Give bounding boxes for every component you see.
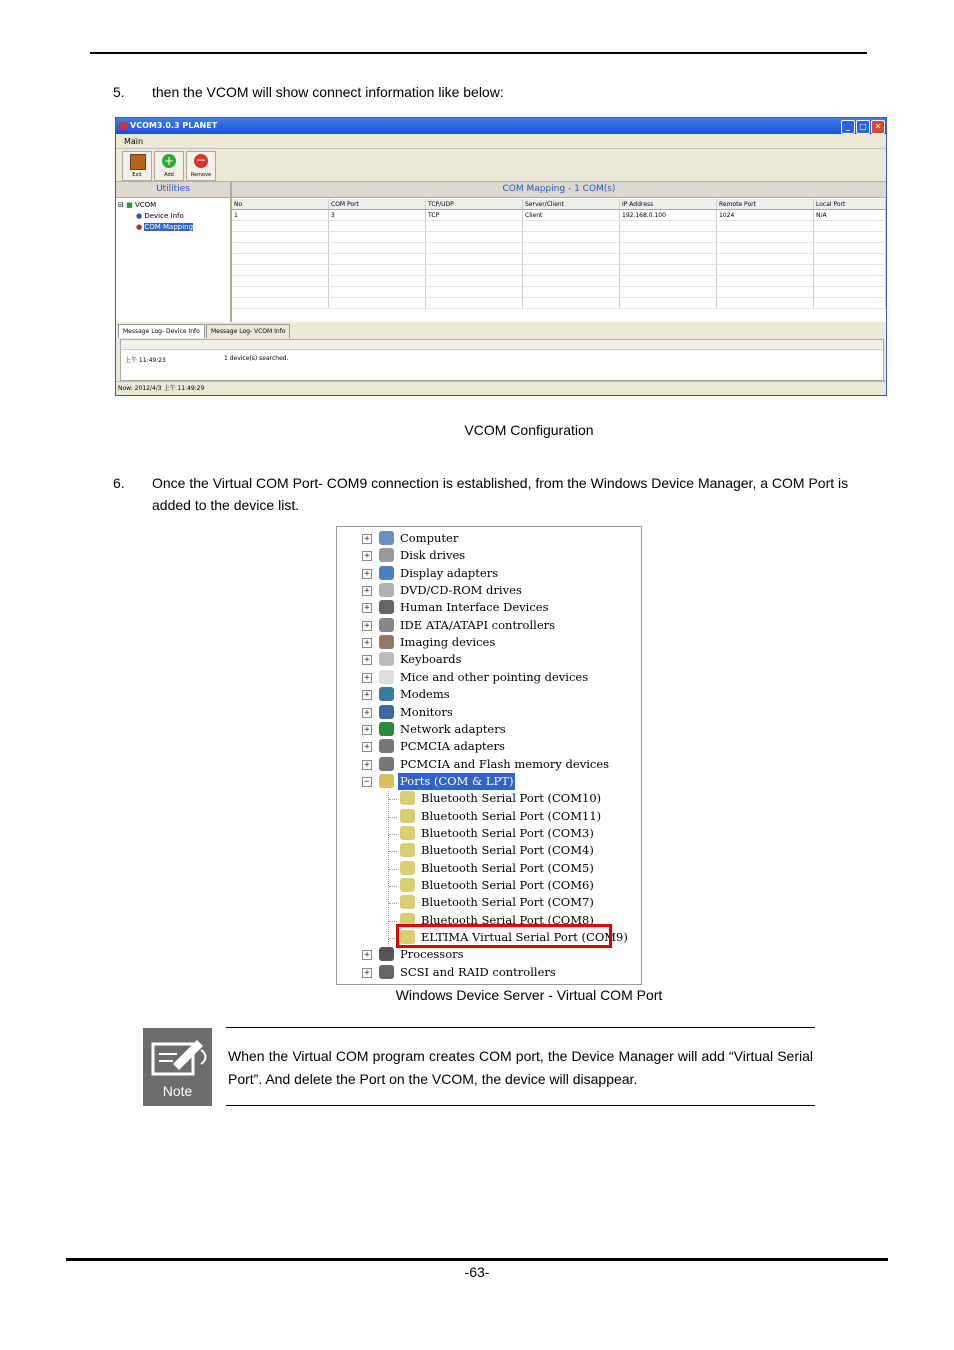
device-manager: [336, 526, 642, 985]
mapping-pane: [232, 182, 886, 322]
vcom-window: [115, 117, 887, 396]
serial-port-icon: [400, 791, 415, 805]
device-category[interactable]: [337, 964, 637, 981]
log-box: [120, 339, 884, 381]
tree-connector: [389, 851, 397, 852]
port-icon: [379, 774, 394, 788]
device-info-label: Device Info: [144, 212, 184, 220]
expand-icon[interactable]: +: [362, 760, 372, 770]
port-item[interactable]: [337, 790, 637, 807]
device-category-icon: [379, 635, 394, 649]
note-text: When the Virtual COM program creates COM port, the Device Manager will add “Virtual Serial Port”. And delete the Port on the VCOM, the device will disappear.: [228, 1048, 813, 1087]
table-row: [232, 254, 886, 265]
col-server-client[interactable]: Server/Client: [523, 199, 620, 210]
cell-remote-port: 1024: [717, 210, 814, 221]
table-row[interactable]: [232, 210, 886, 221]
cell-server-client: Client: [523, 210, 620, 221]
device-category-label: Display adapters: [400, 565, 499, 580]
expand-icon[interactable]: +: [362, 950, 372, 960]
device-category-icon: [379, 618, 394, 632]
device-category-icon: [379, 652, 394, 666]
note-bottom-rule: [226, 1105, 815, 1106]
device-category-label: DVD/CD-ROM drives: [400, 583, 522, 598]
caption-device-manager: Windows Device Server - Virtual COM Port: [395, 987, 663, 1003]
log-header: [121, 340, 883, 350]
table-row: [232, 221, 886, 232]
expand-icon[interactable]: +: [362, 655, 372, 665]
door-icon: [130, 154, 146, 170]
status-text: Now: 2012/4/3 上午 11:49:29: [118, 385, 205, 392]
menubar: [116, 134, 886, 149]
cell-ip-address: 192.168.0.100: [620, 210, 717, 221]
minus-icon: −: [195, 153, 207, 167]
serial-port-icon: [400, 826, 415, 840]
app-icon: [119, 122, 127, 130]
serial-port-icon: [400, 861, 415, 875]
port-item[interactable]: [337, 808, 637, 825]
device-category-icon: [379, 965, 394, 979]
expand-icon[interactable]: +: [362, 690, 372, 700]
vcom-titlebar: [116, 118, 886, 134]
expand-icon[interactable]: +: [362, 569, 372, 579]
log-area: [116, 322, 886, 380]
device-category[interactable]: [337, 946, 637, 963]
device-category-label: Keyboards: [400, 652, 462, 667]
port-item[interactable]: [337, 825, 637, 842]
device-category[interactable]: [337, 599, 637, 616]
device-category[interactable]: [337, 634, 637, 651]
port-item-label: Bluetooth Serial Port (COM8): [421, 912, 594, 927]
remove-button[interactable]: [186, 151, 216, 181]
page-number: -63-: [464, 1264, 490, 1280]
port-item[interactable]: [337, 842, 637, 859]
toolbar: [116, 149, 886, 182]
port-item-label: Bluetooth Serial Port (COM3): [421, 825, 594, 840]
maximize-button[interactable]: □: [856, 120, 870, 134]
device-category-icon: [379, 687, 394, 701]
table-row: [232, 298, 886, 309]
window-title: VCOM3.0.3 PLANET: [130, 121, 218, 130]
col-com-port[interactable]: COM Port: [329, 199, 426, 210]
device-category[interactable]: [337, 721, 637, 738]
expand-icon[interactable]: +: [362, 638, 372, 648]
cell-com-port: 3: [329, 210, 426, 221]
device-category-icon: [379, 566, 394, 580]
status-bar: [116, 381, 886, 396]
device-category-label: Modems: [400, 687, 450, 702]
device-category-label: PCMCIA and Flash memory devices: [400, 756, 610, 771]
expand-icon[interactable]: +: [362, 673, 372, 683]
highlight-box: [396, 924, 612, 948]
caption-vcom: VCOM Configuration: [464, 422, 594, 438]
device-category-label: IDE ATA/ATAPI controllers: [400, 617, 556, 632]
table-row: [232, 232, 886, 243]
device-category[interactable]: [337, 704, 637, 721]
header-rule: [90, 52, 867, 54]
minimize-button[interactable]: _: [841, 120, 855, 134]
tree-connector: [389, 869, 397, 870]
device-category-label: Computer: [400, 531, 459, 545]
port-item-label: Bluetooth Serial Port (COM7): [421, 895, 594, 910]
pencil-icon: [143, 1028, 212, 1083]
device-category-icon: [379, 531, 394, 545]
expand-icon[interactable]: +: [362, 603, 372, 613]
device-category-icon: [379, 583, 394, 597]
port-item-label: Bluetooth Serial Port (COM10): [421, 791, 602, 806]
cell-no: 1: [232, 210, 329, 221]
expand-icon[interactable]: +: [362, 725, 372, 735]
device-icon: ●: [136, 212, 143, 220]
device-category[interactable]: [337, 651, 637, 668]
device-category-label: Mice and other pointing devices: [400, 669, 589, 684]
col-remote-port[interactable]: Remote Port: [717, 199, 814, 210]
tree-root[interactable]: ⊟ ■ VCOM: [118, 201, 157, 209]
serial-port-icon: [400, 895, 415, 909]
port-item[interactable]: [337, 860, 637, 877]
tree-connector: [389, 834, 397, 835]
col-no[interactable]: No: [232, 199, 329, 210]
device-category-label: Network adapters: [400, 721, 506, 736]
port-item-label: Bluetooth Serial Port (COM5): [421, 860, 594, 875]
device-category[interactable]: [337, 582, 637, 599]
step-text: then the VCOM will show connect information like below:: [152, 84, 504, 100]
device-category-label: SCSI and RAID controllers: [400, 964, 556, 979]
step-text-line2: added to the device list.: [152, 497, 300, 513]
exit-label: Exit: [132, 172, 142, 178]
device-category-label: Processors: [400, 947, 464, 962]
tab-device-info-log[interactable]: Message Log- Device Info: [118, 324, 205, 338]
device-category-label: PCMCIA adapters: [400, 739, 505, 754]
serial-port-icon: [400, 809, 415, 823]
note-label: Note: [162, 1083, 193, 1099]
plus-icon: +: [163, 154, 175, 168]
device-category[interactable]: [337, 617, 637, 634]
footer-rule: [66, 1258, 888, 1261]
tree-com-mapping[interactable]: [118, 222, 193, 233]
serial-port-icon: [400, 843, 415, 857]
expand-icon[interactable]: +: [362, 621, 372, 631]
cell-local-port: N/A: [814, 210, 886, 221]
device-category-icon: [379, 947, 394, 961]
expand-icon[interactable]: +: [362, 586, 372, 596]
remove-label: Remove: [190, 172, 212, 178]
device-category[interactable]: [337, 547, 637, 564]
tab-vcom-info-log[interactable]: Message Log- VCOM Info: [206, 324, 290, 338]
tree-connector: [389, 799, 397, 800]
add-label: Add: [164, 172, 174, 178]
table-row: [232, 287, 886, 298]
log-message: 1 device(s) searched.: [224, 355, 289, 362]
col-tcp-udp[interactable]: TCP/UDP: [426, 199, 523, 210]
close-button[interactable]: ✕: [871, 120, 885, 134]
device-category-icon: [379, 705, 394, 719]
port-item-label: Bluetooth Serial Port (COM4): [421, 843, 594, 858]
mapping-icon: ●: [136, 223, 143, 231]
step-number: 5.: [113, 84, 125, 100]
tree-connector: [389, 921, 397, 922]
log-time: 上午 11:49:23: [125, 357, 166, 364]
device-category-label: Disk drives: [400, 548, 466, 563]
tree-connector: [389, 903, 397, 904]
mapping-table: [232, 199, 886, 309]
col-ip-address[interactable]: IP Address: [620, 199, 717, 210]
device-category-icon: [379, 757, 394, 771]
log-row: [123, 355, 881, 365]
tree-connector: [389, 817, 397, 818]
device-category-icon: [379, 739, 394, 753]
port-item[interactable]: [337, 894, 637, 911]
device-category[interactable]: [337, 565, 637, 582]
expand-icon[interactable]: +: [362, 968, 372, 978]
step-number: 6.: [113, 475, 125, 491]
device-category-ports[interactable]: [337, 773, 637, 790]
device-category-icon: [379, 600, 394, 614]
note-top-rule: [226, 1027, 815, 1028]
utilities-tree: [118, 200, 193, 233]
tree-device-info[interactable]: [118, 211, 193, 222]
device-category-label: Monitors: [400, 704, 453, 719]
device-category[interactable]: [337, 738, 637, 755]
device-category-icon: [379, 548, 394, 562]
check-icon: ■: [126, 201, 133, 209]
table-row: [232, 265, 886, 276]
step-text-line1: Once the Virtual COM Port- COM9 connection is established, from the Windows Device Manager, a COM Port is: [152, 475, 849, 491]
utilities-header: Utilities: [116, 182, 230, 198]
device-category[interactable]: [337, 756, 637, 773]
col-local-port[interactable]: Local Port: [814, 199, 886, 210]
menu-main[interactable]: Main: [124, 137, 144, 146]
add-button[interactable]: [154, 151, 184, 181]
note-icon: [143, 1028, 212, 1106]
expand-icon[interactable]: +: [362, 551, 372, 561]
mapping-header: COM Mapping - 1 COM(s): [232, 182, 886, 198]
port-item-label: Bluetooth Serial Port (COM6): [421, 878, 594, 892]
table-row: [232, 276, 886, 287]
com-mapping-label: COM Mapping: [144, 223, 194, 231]
device-category[interactable]: [337, 686, 637, 703]
port-item[interactable]: [337, 877, 637, 894]
port-item-label: Bluetooth Serial Port (COM11): [421, 808, 602, 823]
utilities-pane: [116, 182, 232, 322]
collapse-icon[interactable]: −: [362, 777, 372, 787]
tree-root-label: VCOM: [134, 201, 157, 209]
device-category-label: Human Interface Devices: [400, 600, 549, 615]
expand-icon[interactable]: +: [362, 708, 372, 718]
device-category-icon: [379, 670, 394, 684]
device-category[interactable]: [337, 530, 637, 547]
cell-tcp-udp: TCP: [426, 210, 523, 221]
table-row: [232, 243, 886, 254]
expand-icon[interactable]: +: [362, 742, 372, 752]
device-category-ports-label: Ports (COM & LPT): [400, 773, 514, 788]
port-item-label: ELTIMA Virtual Serial Port (COM9): [421, 930, 628, 945]
device-category[interactable]: [337, 669, 637, 686]
exit-button[interactable]: [122, 151, 152, 181]
expand-icon[interactable]: +: [362, 534, 372, 544]
device-category-icon: [379, 722, 394, 736]
device-category-label: Imaging devices: [400, 635, 496, 650]
table-header-row: [232, 199, 886, 210]
tree-connector: [389, 886, 397, 887]
serial-port-icon: [400, 878, 415, 892]
